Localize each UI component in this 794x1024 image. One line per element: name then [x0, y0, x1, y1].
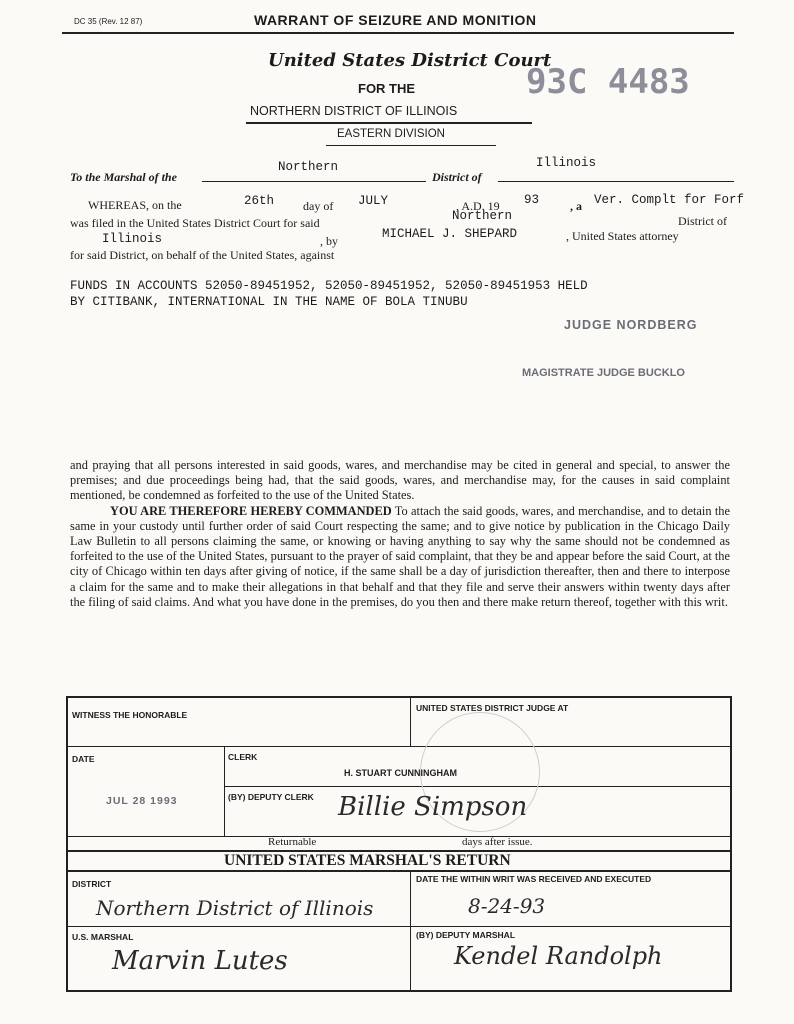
document-type-value: Ver. Complt for Forf [594, 193, 745, 207]
property-line-2: BY CITIBANK, INTERNATIONAL IN THE NAME OF BOLA TINUBU [70, 295, 468, 309]
district-handwritten: Northern District of Illinois [96, 896, 374, 920]
on-behalf-label: for said District, on behalf of the United States, against [70, 248, 335, 262]
by-label: , by [320, 234, 338, 248]
date-stamp: JUL 28 1993 [106, 795, 178, 807]
date-received-handwritten: 8-24-93 [468, 894, 546, 918]
signature-form [66, 696, 732, 992]
us-marshal-signature: Marvin Lutes [112, 946, 288, 976]
marshal-district-line [202, 181, 426, 182]
day-value: 26th [244, 194, 275, 208]
body-text [70, 458, 730, 610]
district-of-label-2: District of [678, 214, 727, 228]
filed-district-value: Northern [452, 209, 513, 223]
ad-label: , A.D. 19 [456, 199, 500, 213]
to-marshal-label: To the Marshal of the [70, 170, 177, 184]
days-after-label: days after issue. [462, 836, 533, 848]
us-attorney-label: , United States attorney [566, 229, 679, 243]
property-line-1: FUNDS IN ACCOUNTS 52050-89451952, 52050-89451952, 52050-89451953 HELD [70, 279, 588, 293]
form-number: DC 35 (Rev. 12 87) [74, 17, 143, 26]
district-of-label: District of [432, 170, 482, 184]
clerk-label: CLERK [228, 752, 258, 762]
division-heading: EASTERN DIVISION [337, 128, 445, 140]
date-received-label: DATE THE WITHIN WRIT WAS RECEIVED AND EXECUTED [416, 874, 652, 884]
witness-label: WITNESS THE HONORABLE [72, 710, 188, 720]
case-number-stamp: 93C 4483 [526, 62, 690, 102]
commanded-paragraph [70, 504, 730, 610]
judge-at-label: UNITED STATES DISTRICT JUDGE AT [416, 703, 569, 713]
state-line [498, 181, 734, 182]
deputy-marshal-signature: Kendel Randolph [454, 942, 663, 970]
month-value: JULY [358, 194, 389, 208]
filed-in-label: was filed in the United States District Court for said [70, 216, 320, 230]
commanded-lead: YOU ARE THEREFORE HEREBY COMMANDED [110, 503, 392, 518]
deputy-clerk-label: (BY) DEPUTY CLERK [228, 792, 314, 802]
magistrate-stamp: MAGISTRATE JUDGE BUCKLO [522, 367, 685, 379]
division-rule [326, 145, 496, 146]
a-label: , a [570, 199, 582, 213]
marshal-district-value: Northern [278, 160, 339, 174]
court-name: United States District Court [268, 50, 552, 71]
returnable-label: Returnable [268, 836, 317, 848]
attorney-name-value: MICHAEL J. SHEPARD [382, 227, 518, 241]
district-heading: NORTHERN DISTRICT OF ILLINOIS [250, 104, 458, 118]
clerk-name: H. STUART CUNNINGHAM [344, 768, 457, 778]
praying-paragraph: and praying that all persons interested in said goods, wares, and merchandise may be cited in general and special, to answer the premises; and due proceedings being had, that the said goods, wares, and merchandise may, for the causes in said complaint mentioned, be condemned as forfeited to the use of the United States. [70, 458, 730, 503]
judge-stamp: JUDGE NORDBERG [564, 318, 698, 332]
for-the-label: FOR THE [358, 81, 416, 96]
whereas-label: WHEREAS, on the [88, 198, 182, 212]
day-of-label: day of [303, 199, 334, 213]
filed-state-value: Illinois [102, 232, 163, 246]
document-title: WARRANT OF SEIZURE AND MONITION [254, 12, 537, 28]
commanded-text: To attach the said goods, wares, and merchandise, and to detain the same in your custody until further order of said Court respecting the same; and to give notice by publication in the Chicago Daily Law Bulletin to all persons claiming the same, or knowing or having anything to say why the same should not be condemned as forfeited to the use of the United States, pursuant to the prayer of said complaint, that they be and appear before the said Court, at the city of Chicago within ten days after giving of notice, if the same shall be a day of jurisdiction thereafter, then and there to interpose a claim for the same and to make their allegations in that behalf and that they file and serve their answers within twenty days after the filing of said claims. And what you have done in the premises, do you then and there make return thereof, together with this writ. [70, 503, 730, 609]
us-marshal-label: U.S. MARSHAL [72, 932, 134, 942]
state-value: Illinois [536, 156, 597, 170]
marshal-return-title: UNITED STATES MARSHAL'S RETURN [224, 852, 511, 869]
district-label: DISTRICT [72, 879, 112, 889]
district-rule [246, 122, 532, 124]
date-label: DATE [72, 754, 95, 764]
deputy-marshal-label: (BY) DEPUTY MARSHAL [416, 930, 516, 940]
header-rule [62, 32, 734, 34]
year-value: 93 [524, 193, 540, 207]
deputy-clerk-signature: Billie Simpson [338, 792, 528, 822]
